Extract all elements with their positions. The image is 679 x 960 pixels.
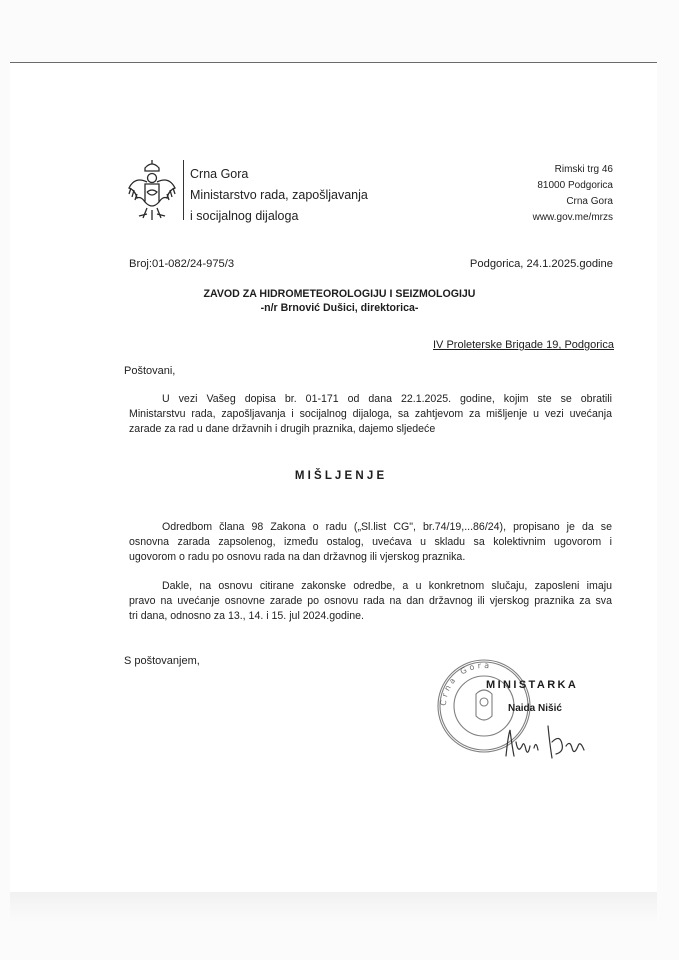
address-line-country: Crna Gora	[566, 196, 613, 207]
paragraph1-line-3: ugovorom o radu po osnovu rada na dan državnog ili vjerskog praznika.	[129, 551, 466, 563]
recipient-institution: ZAVOD ZA HIDROMETEOROLOGIJU I SEIZMOLOGIJU	[203, 288, 476, 300]
ministry-line-1: Crna Gora	[190, 167, 249, 181]
paragraph1-line-2: osnovna zarada zapsolenog, između ostalog, uvećava u skladu sa kolektivnim ugovorom i	[129, 536, 612, 548]
stamp-text: Crna Gora	[438, 660, 493, 707]
ministry-line-2: Ministarstvo rada, zapošljavanja	[190, 188, 368, 202]
intro-line-3: zarade za rad u dane državnih i drugih praznika, dajemo sljedeće	[129, 423, 436, 435]
recipient-attention: -n/r Brnović Dušici, direktorica-	[260, 302, 419, 314]
document-title: M I Š L J E N J E	[294, 470, 385, 482]
paragraph2-line-2: pravo na uvećanje osnovne zarade po osnovu rada na dan državnog ili vjerskog praznika za sva	[129, 595, 612, 607]
signatory-name: Naida Nišić	[508, 703, 562, 714]
address-line-website: www.gov.me/mrzs	[532, 212, 613, 223]
intro-line-1: U vezi Vašeg dopisa br. 01-171 od dana 22.1.2025. godine, kojim ste se obratili	[162, 393, 612, 405]
intro-line-2: Ministarstvu rada, zapošljavanja i socijalnog dijaloga, sa zahtjevom za mišljenje u vezi uvećanja	[129, 408, 612, 420]
place-date: Podgorica, 24.1.2025.godine	[469, 258, 613, 270]
reference-number: Broj:01-082/24-975/3	[129, 258, 235, 270]
header-divider	[183, 160, 184, 220]
recipient-address: IV Proleterske Brigade 19, Podgorica	[433, 339, 614, 351]
closing: S poštovanjem,	[124, 655, 200, 667]
address-line-street: Rimski trg 46	[554, 164, 613, 175]
address-line-city: 81000 Podgorica	[537, 180, 613, 191]
paragraph2-line-1: Dakle, na osnovu citirane zakonske odredbe, a u konkretnom slučaju, zaposleni imaju	[162, 580, 612, 592]
page-bottom-shadow	[10, 892, 657, 922]
signatory-role: MINISTARKA	[486, 679, 579, 691]
paragraph1-line-1: Odredbom člana 98 Zakona o radu („Sl.list CG", br.74/19,...86/24), propisano je da se	[162, 521, 612, 533]
handwritten-signature	[500, 716, 600, 764]
paragraph2-line-3: tri dana, odnosno za 13., 14. i 15. jul 2024.godine.	[129, 610, 365, 622]
salutation: Poštovani,	[124, 365, 176, 377]
svg-text:Crna Gora	[439, 661, 493, 706]
coat-of-arms-icon	[125, 158, 179, 224]
ministry-line-3: i socijalnog dijaloga	[190, 209, 299, 223]
